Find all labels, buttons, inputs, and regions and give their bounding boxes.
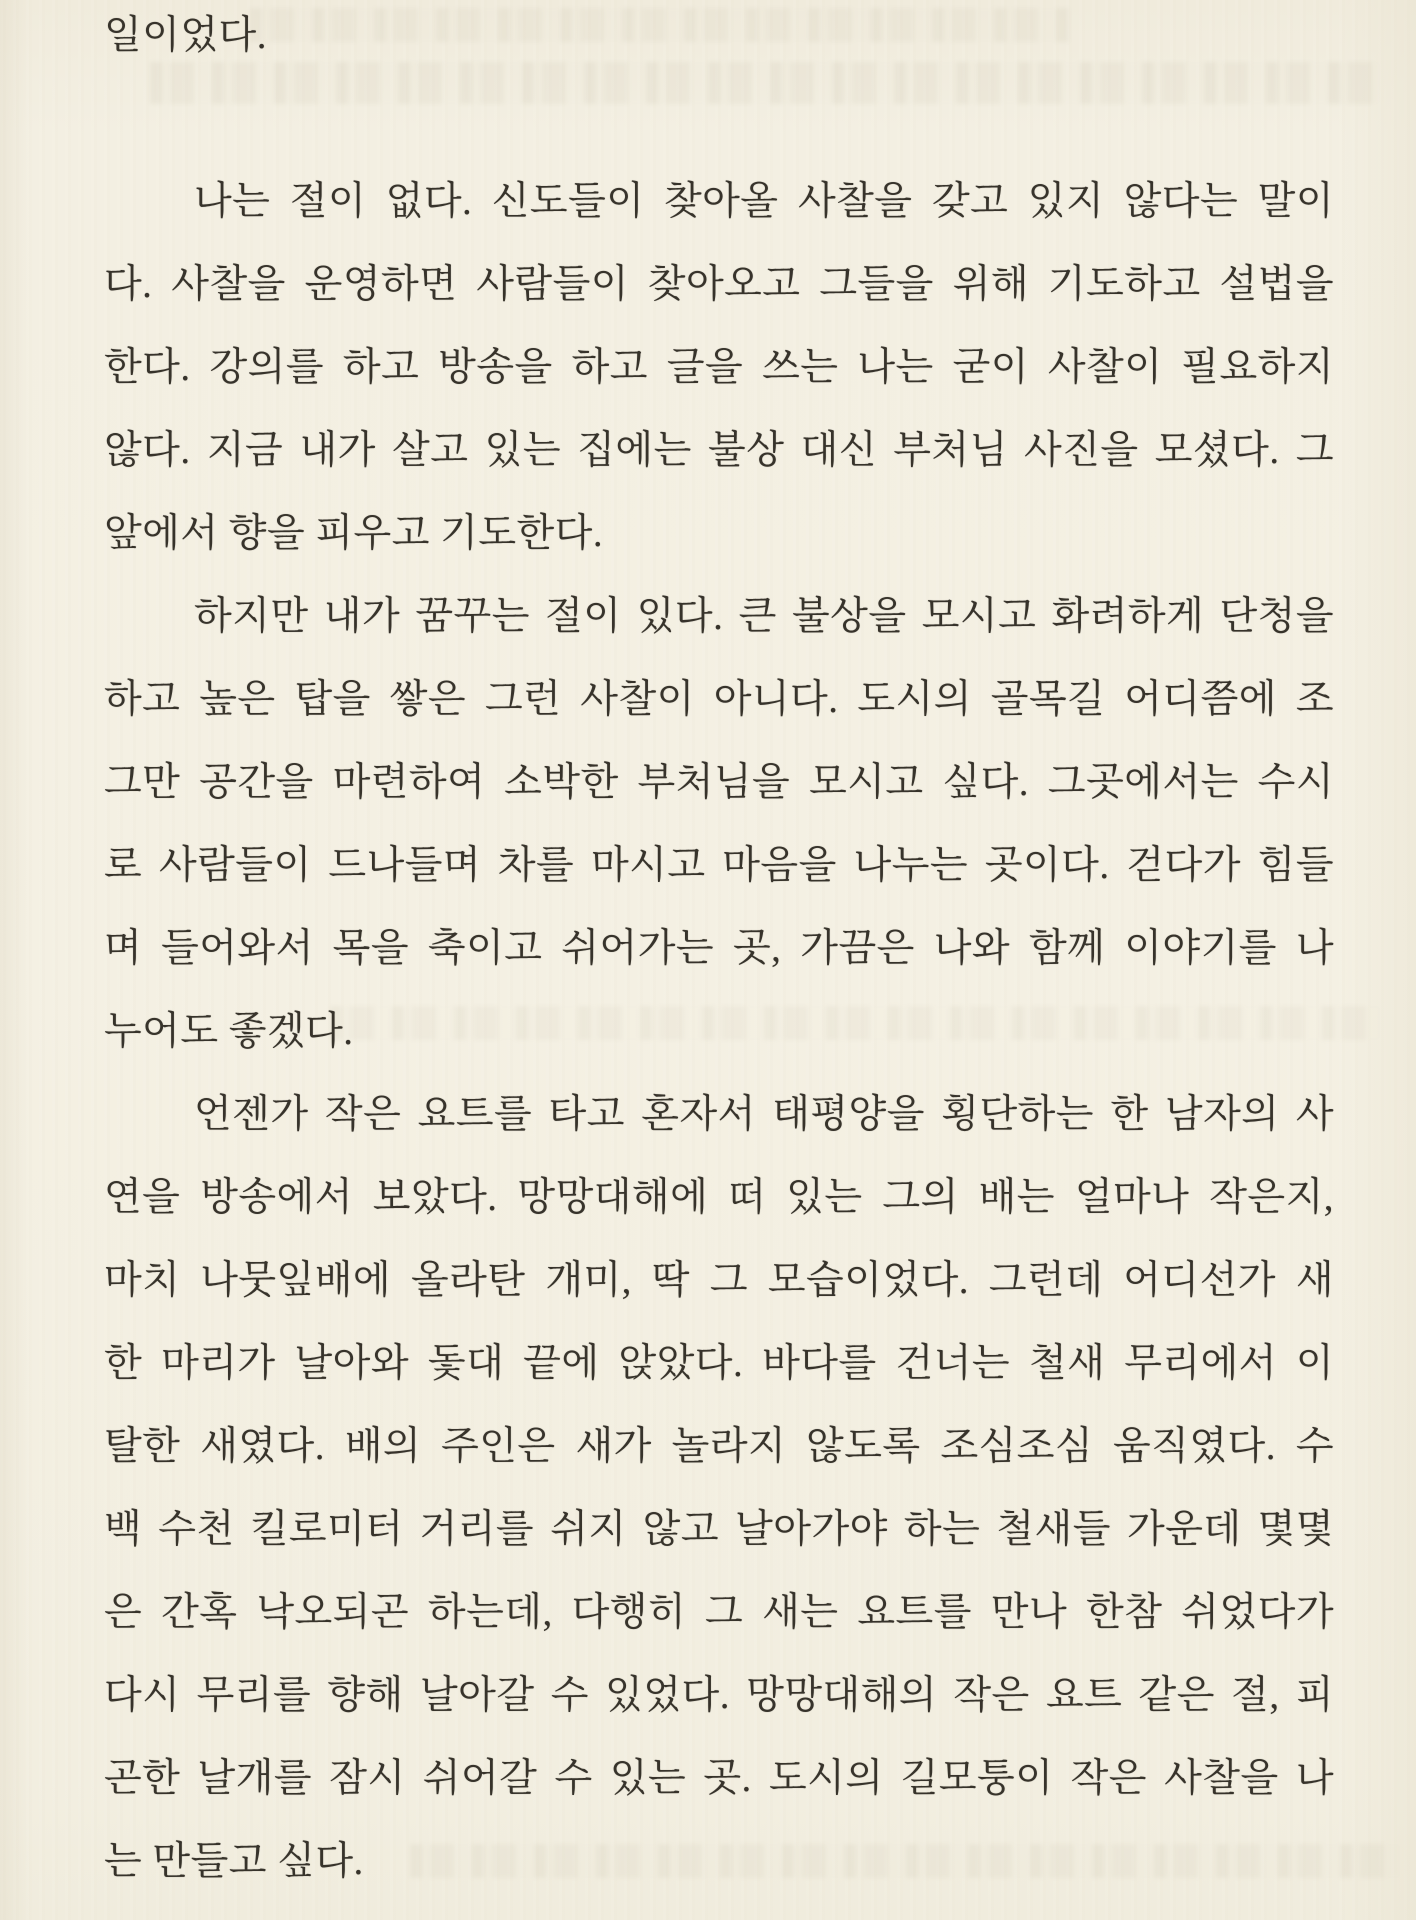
text-line: 은 간혹 낙오되곤 하는데, 다행히 그 새는 요트를 만나 한참 쉬었다가 bbox=[104, 1591, 1334, 1634]
paragraph-continuation bbox=[104, 0, 1334, 160]
text-line: 않다. 지금 내가 살고 있는 집에는 불상 대신 부처님 사진을 모셨다. 그 bbox=[104, 429, 1334, 472]
text-line: 나는 절이 없다. 신도들이 찾아올 사찰을 갖고 있지 않다는 말이 bbox=[194, 180, 1334, 223]
text-line: 하지만 내가 꿈꾸는 절이 있다. 큰 불상을 모시고 화려하게 단청을 bbox=[194, 595, 1334, 638]
paragraph-2 bbox=[104, 575, 1334, 1073]
text-line: 하고 높은 탑을 쌓은 그런 사찰이 아니다. 도시의 골목길 어디쯤에 조 bbox=[104, 678, 1334, 721]
paragraph-1 bbox=[104, 160, 1334, 575]
text-line: 다시 무리를 향해 날아갈 수 있었다. 망망대해의 작은 요트 같은 절, 피 bbox=[104, 1674, 1334, 1717]
text-line: 한다. 강의를 하고 방송을 하고 글을 쓰는 나는 굳이 사찰이 필요하지 bbox=[104, 346, 1334, 389]
text-line: 탈한 새였다. 배의 주인은 새가 놀라지 않도록 조심조심 움직였다. 수 bbox=[104, 1425, 1334, 1468]
text-line: 일이었다. bbox=[104, 14, 267, 57]
text-line: 다. 사찰을 운영하면 사람들이 찾아오고 그들을 위해 기도하고 설법을 bbox=[104, 263, 1334, 306]
text-line: 마치 나뭇잎배에 올라탄 개미, 딱 그 모습이었다. 그런데 어디선가 새 bbox=[104, 1259, 1334, 1302]
text-line: 한 마리가 날아와 돛대 끝에 앉았다. 바다를 건너는 철새 무리에서 이 bbox=[104, 1342, 1334, 1385]
text-line: 연을 방송에서 보았다. 망망대해에 떠 있는 그의 배는 얼마나 작은지, bbox=[104, 1176, 1334, 1219]
text-line: 앞에서 향을 피우고 기도한다. bbox=[104, 512, 604, 555]
page-text bbox=[104, 0, 1334, 1903]
blank-line bbox=[104, 77, 1334, 160]
text-line: 백 수천 킬로미터 거리를 쉬지 않고 날아가야 하는 철새들 가운데 몇몇 bbox=[104, 1508, 1334, 1551]
text-line: 는 만들고 싶다. bbox=[104, 1840, 364, 1883]
text-line: 곤한 날개를 잠시 쉬어갈 수 있는 곳. 도시의 길모퉁이 작은 사찰을 나 bbox=[104, 1757, 1334, 1800]
text-line: 언젠가 작은 요트를 타고 혼자서 태평양을 횡단하는 한 남자의 사 bbox=[194, 1093, 1334, 1136]
text-line: 누어도 좋겠다. bbox=[104, 1010, 354, 1053]
text-line: 그만 공간을 마련하여 소박한 부처님을 모시고 싶다. 그곳에서는 수시 bbox=[104, 761, 1334, 804]
text-line: 로 사람들이 드나들며 차를 마시고 마음을 나누는 곳이다. 걷다가 힘들 bbox=[104, 844, 1334, 887]
text-line: 며 들어와서 목을 축이고 쉬어가는 곳, 가끔은 나와 함께 이야기를 나 bbox=[104, 927, 1334, 970]
paragraph-3 bbox=[104, 1073, 1334, 1903]
